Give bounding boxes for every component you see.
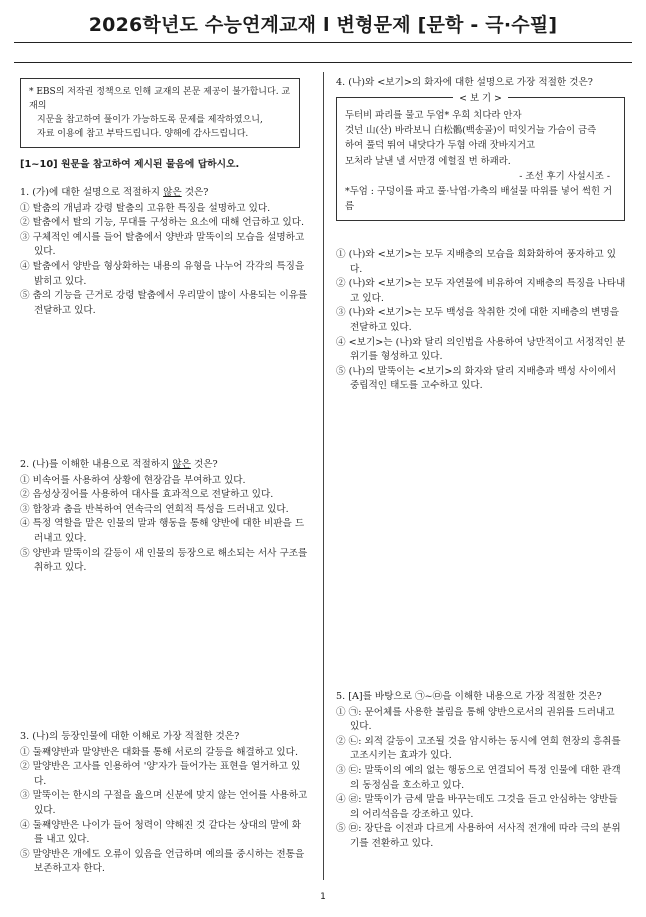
option[interactable]: ① 비속어를 사용하여 상황에 현장감을 부여하고 있다.	[20, 474, 246, 486]
option[interactable]: ② 탈춤에서 탈의 기능, 무대를 구성하는 요소에 대해 언급하고 있다.	[20, 217, 305, 229]
option[interactable]: ③ 구체적인 예시를 들어 탈춤에서 양반과 말뚝이의 모습을 설명하고 있다.	[20, 231, 305, 258]
question-3	[20, 730, 310, 877]
option[interactable]: ③ ㉢: 말뚝이의 예의 없는 행동으로 연결되어 특정 인물에 대한 관객의 동정심을 호소하고 있다.	[336, 764, 621, 791]
bogi-line: 하여 풀덕 뛰여 내닷다가 두혐 아래 잣바지거고	[345, 140, 535, 152]
copyright-notice-box	[20, 78, 300, 148]
option[interactable]: ⑤ 양반과 말뚝이의 갈등이 새 인물의 등장으로 해소되는 서사 구조를 취하고 있다.	[20, 547, 308, 574]
stem-underlined: 않은	[172, 459, 191, 470]
bogi-label	[337, 91, 624, 106]
column-divider	[323, 72, 324, 880]
bogi-line: 것넌 山(산) 바라보니 白松鶻(백송골)이 떠잇거늘 가슴이 금즉	[345, 125, 597, 137]
option[interactable]: ② 음성상징어를 사용하여 대사를 효과적으로 전달하고 있다.	[20, 489, 274, 501]
notice-line: 자료 이용에 참고 부탁드립니다. 양해에 감사드립니다.	[37, 129, 249, 139]
question-stem: 5. [A]를 바탕으로 ㉠~㉤을 이해한 내용으로 가장 적절한 것은?	[336, 691, 602, 702]
page-number: 1	[320, 892, 326, 902]
option[interactable]: ② (나)와 <보기>는 모두 자연물에 비유하여 지배층의 특징을 나타내고 있다.	[336, 278, 626, 304]
option[interactable]: ④ <보기>는 (나)와 달리 의인법을 사용하여 낭만적이고 서정적인 분위기를 형성하고 있다.	[336, 336, 626, 363]
option[interactable]: ③ (나)와 <보기>는 모두 백성을 착취한 것에 대한 지배층의 변명을 전달하고 있다.	[336, 307, 620, 333]
page-title: 2026학년도 수능연계교재 l 변형문제 [문학 - 극·수필]	[88, 14, 558, 36]
option[interactable]: ① (나)와 <보기>는 모두 지배층의 모습을 희화화하여 풍자하고 있다.	[336, 249, 616, 275]
instruction-heading: [1~10] 원문을 참고하여 제시된 물음에 답하시오.	[20, 159, 240, 170]
option[interactable]: ③ 합창과 춤을 반복하여 연속극의 연희적 특성을 드러내고 있다.	[20, 503, 289, 515]
question-stem: 4. (나)와 <보기>의 화자에 대한 설명으로 가장 적절한 것은?	[336, 77, 593, 88]
option[interactable]: ④ ㉣: 말뚝이가 금세 말을 바꾸는데도 그것을 듣고 안심하는 양반들의 어리석음을 강조하고 있다.	[336, 794, 618, 820]
bogi-line: 두터비 파리를 물고 두엄* 우희 치다라 안자	[345, 110, 522, 121]
question-4-options	[336, 248, 626, 394]
question-1	[20, 186, 310, 318]
option[interactable]: ② ㉡: 외적 갈등이 고조될 것을 암시하는 동시에 연희 현장의 흥취를 고조시키는 효과가 있다.	[336, 735, 621, 762]
question-5	[336, 690, 626, 852]
option[interactable]: ① ㉠: 문어체를 사용한 불림을 통해 양반으로서의 권위를 드러내고 있다.	[336, 706, 615, 733]
bogi-label-text: < 보 기 >	[453, 93, 508, 104]
option[interactable]: ⑤ 말양반은 개에도 오류이 있음을 언급하며 예의를 중시하는 전통을 보존하고자 한다.	[20, 848, 305, 875]
option[interactable]: ④ 탈춤에서 양반을 형상화하는 내용의 유형을 나누어 각각의 특징을 밝히고 있다.	[20, 260, 305, 287]
bogi-box	[336, 93, 625, 221]
stem-text: 2. (나)를 이해한 내용으로 적절하지	[20, 459, 173, 470]
stem-text: 1. (가)에 대한 설명으로 적절하지	[20, 187, 164, 198]
option[interactable]: ④ 둘째양반은 나이가 들어 청력이 약해진 것 같다는 상대의 말에 화를 내고 있다.	[20, 819, 302, 846]
option[interactable]: ① 둘째양반과 말양반은 대화를 통해 서로의 갈등을 해결하고 있다.	[20, 746, 298, 758]
question-stem: 3. (나)의 등장인물에 대한 이해로 가장 적절한 것은?	[20, 731, 240, 742]
option[interactable]: ① 탈춤의 개념과 강령 탈춤의 고유한 특징을 설명하고 있다.	[20, 202, 271, 214]
option[interactable]: ⑤ ㉤: 장단을 이전과 다르게 사용하여 서사적 전개에 따라 극의 분위기를 전환하고 있다.	[336, 823, 621, 849]
stem-text: 것은?	[190, 459, 218, 470]
option[interactable]: ② 말양반은 고사를 인용하여 '양'자가 들어가는 표현을 열거하고 있다.	[20, 761, 301, 787]
option[interactable]: ④ 특정 역할을 맡은 인물의 말과 행동을 통해 양반에 대한 비판을 드러내고 있다.	[20, 518, 305, 544]
bogi-footnote: *두엄 : 구덩이를 파고 풀·낙엽·가축의 배설물 따위를 넣어 썩힌 거름	[345, 186, 613, 213]
question-4-stem	[336, 76, 626, 92]
notice-line: * EBS의 저작권 정책으로 인해 교재의 본문 제공이 불가합니다. 교재의	[29, 87, 291, 111]
bogi-line: 모처라 날낸 낼 서만경 에헐질 번 하괘라.	[345, 155, 511, 167]
question-stem	[20, 186, 310, 201]
notice-line: 지문을 참고하여 풀이가 가능하도록 문제를 제작하였으니,	[37, 115, 263, 125]
header-rule-top	[14, 42, 632, 43]
question-2	[20, 458, 310, 576]
question-stem	[20, 458, 310, 473]
header-rule-bottom	[14, 62, 632, 63]
stem-underlined: 않은	[163, 187, 182, 198]
option[interactable]: ⑤ (나)의 말뚝이는 <보기>의 화자와 달리 지배층과 백성 사이에서 중립적인 태도를 고수하고 있다.	[336, 365, 616, 392]
bogi-source: - 조선 후기 사설시조 -	[519, 170, 610, 182]
option[interactable]: ⑤ 춤의 기능을 근거로 강령 탈춤에서 우리말이 많이 사용되는 이유를 전달하고 있다.	[20, 290, 308, 316]
option[interactable]: ③ 말뚝이는 한시의 구절을 읊으며 신분에 맞지 않는 언어를 사용하고 있다.	[20, 790, 308, 816]
stem-text: 것은?	[181, 187, 209, 198]
